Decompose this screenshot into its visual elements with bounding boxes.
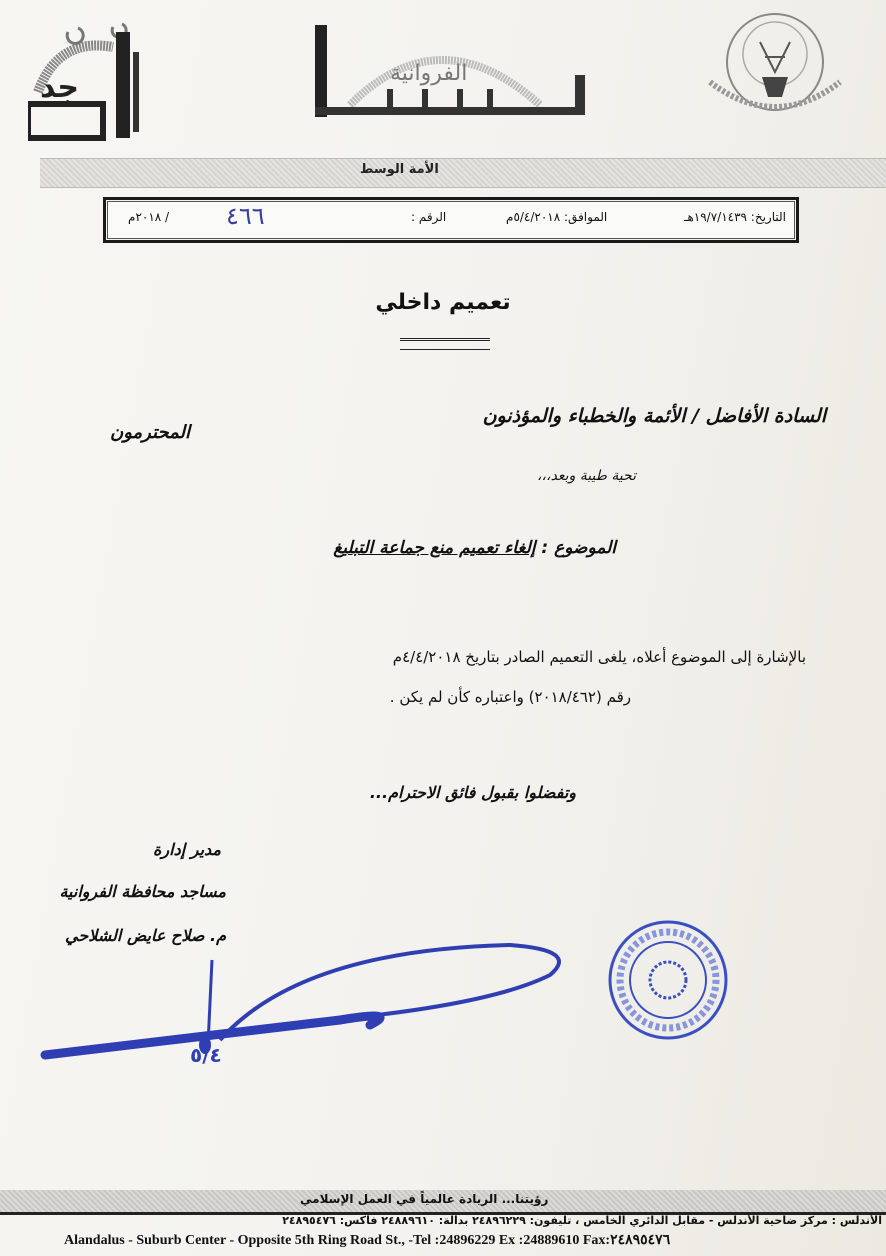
reference-year: / ٢٠١٨م bbox=[128, 210, 170, 224]
greeting: تحية طيبة وبعد،،، bbox=[537, 468, 636, 484]
body-paragraph-line-1: بالإشارة إلى الموضوع أعلاه، يلغى التعميم الصادر بتاريخ ٤/٤/٢٠١٨م bbox=[392, 648, 806, 666]
gregorian-date: الموافق: ٥/٤/٢٠١٨م bbox=[506, 210, 608, 224]
signatory-department: مساجد محافظة الفروانية bbox=[59, 882, 226, 901]
addressee: السادة الأفاضل / الأئمة والخطباء والمؤذنون bbox=[482, 405, 826, 427]
honorific: المحترمون bbox=[110, 422, 191, 443]
svg-text:جد: جد bbox=[40, 70, 79, 105]
footer-motto-band bbox=[0, 1190, 886, 1215]
subject-text: إلغاء تعميم منع جماعة التبليغ bbox=[333, 538, 536, 558]
motto-text: الأمة الوسط bbox=[360, 162, 439, 177]
subject-line bbox=[333, 538, 616, 558]
farwaniya-logo-icon bbox=[300, 25, 590, 125]
reference-number-label: الرقم : bbox=[411, 210, 447, 224]
signatory-title: مدير إدارة bbox=[153, 840, 221, 859]
reference-box bbox=[103, 197, 799, 243]
reference-number-handwritten: ٤٦٦ bbox=[226, 202, 265, 230]
handwritten-signature-icon bbox=[40, 930, 600, 1070]
hijri-date: التاريخ: ١٩/٧/١٤٣٩هـ bbox=[683, 210, 786, 224]
document-title: تعميم داخلي bbox=[375, 290, 511, 315]
ministry-emblem-icon bbox=[700, 12, 850, 122]
subject-label: الموضوع : bbox=[541, 538, 616, 558]
signatory-name: م. صلاح عايض الشلاحي bbox=[65, 926, 226, 945]
handwritten-date: ٥/٤ bbox=[190, 1043, 222, 1067]
svg-text:الفروانية: الفروانية bbox=[390, 61, 468, 86]
masajed-logo-icon bbox=[28, 22, 163, 142]
motto-band bbox=[40, 158, 886, 188]
closing-line: وتفضلوا بقبول فائق الاحترام... bbox=[369, 783, 576, 802]
body-paragraph-line-2: رقم (٢٠١٨/٤٦٢) واعتباره كأن لم يكن . bbox=[389, 688, 631, 706]
footer-address-english: Alandalus - Suburb Center - Opposite 5th Ring Road St., -Tel :24896229 Ex :24889610 Fax:٢٤٨٩٥٤٧٦ bbox=[64, 1233, 671, 1248]
footer-motto: رؤيتنا... الريادة عالمياً في العمل الإسلامي bbox=[300, 1192, 549, 1206]
title-underline-divider bbox=[400, 338, 490, 350]
footer-address-arabic: الأندلس : مركز ضاحية الأندلس - مقابل الدائري الخامس ، تليفون: ٢٤٨٩٦٢٢٩ بدالة: ٢٤٨٨٩٦١٠ فاكس: ٢٤٨٩٥٤٧٦ bbox=[282, 1214, 882, 1227]
official-stamp-icon bbox=[606, 918, 731, 1043]
